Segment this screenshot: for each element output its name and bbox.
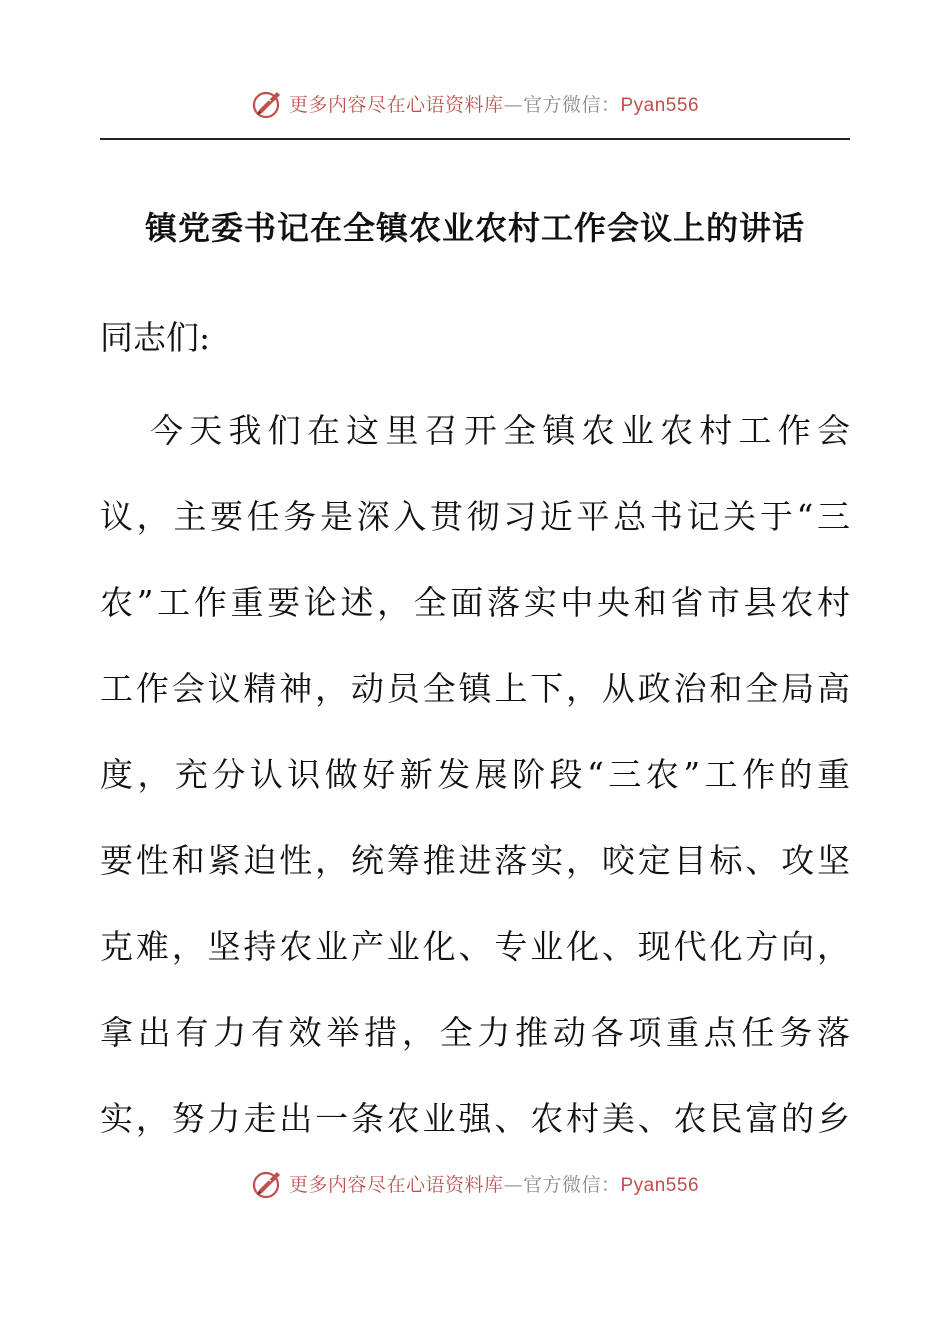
pen-logo-icon [251, 86, 285, 120]
body-line: 今天我们在这里召开全镇农业农村工作会 [150, 411, 850, 450]
watermark-dash: — [503, 93, 523, 116]
header-watermark [0, 83, 950, 123]
body-line: 实，努力走出一条农业强、农村美、农民富的乡 [100, 1099, 850, 1138]
header-divider [100, 138, 850, 140]
watermark-wx-id: Pyan556 [620, 1174, 700, 1196]
body-line: 拿出有力有效举措，全力推动各项重点任务落 [100, 1013, 850, 1052]
body-line: 农”工作重要论述，全面落实中央和省市县农村 [100, 583, 850, 622]
watermark-text [289, 90, 699, 117]
pen-logo-icon [251, 1166, 285, 1200]
watermark-dash: — [503, 1173, 523, 1196]
body-line: 工作会议精神，动员全镇上下，从政治和全局高 [100, 669, 850, 708]
body-line: 度，充分认识做好新发展阶段“三农”工作的重 [100, 755, 850, 794]
document-title: 镇党委书记在全镇农业农村工作会议上的讲话 [144, 209, 805, 247]
watermark-wx-id: Pyan556 [620, 94, 700, 116]
footer-watermark [0, 1163, 950, 1203]
watermark-main: 更多内容尽在心语资料库 [288, 1173, 504, 1196]
body-line: 要性和紧迫性，统筹推进落实，咬定目标、攻坚 [100, 841, 850, 880]
watermark-text [289, 1170, 699, 1197]
body-line: 克难，坚持农业产业化、专业化、现代化方向， [100, 927, 850, 966]
watermark-wx-label: 官方微信： [522, 93, 621, 116]
salutation: 同志们: [100, 318, 211, 357]
body-line: 议，主要任务是深入贯彻习近平总书记关于“三 [100, 497, 850, 536]
watermark-main: 更多内容尽在心语资料库 [288, 93, 504, 116]
watermark-wx-label: 官方微信： [522, 1173, 621, 1196]
